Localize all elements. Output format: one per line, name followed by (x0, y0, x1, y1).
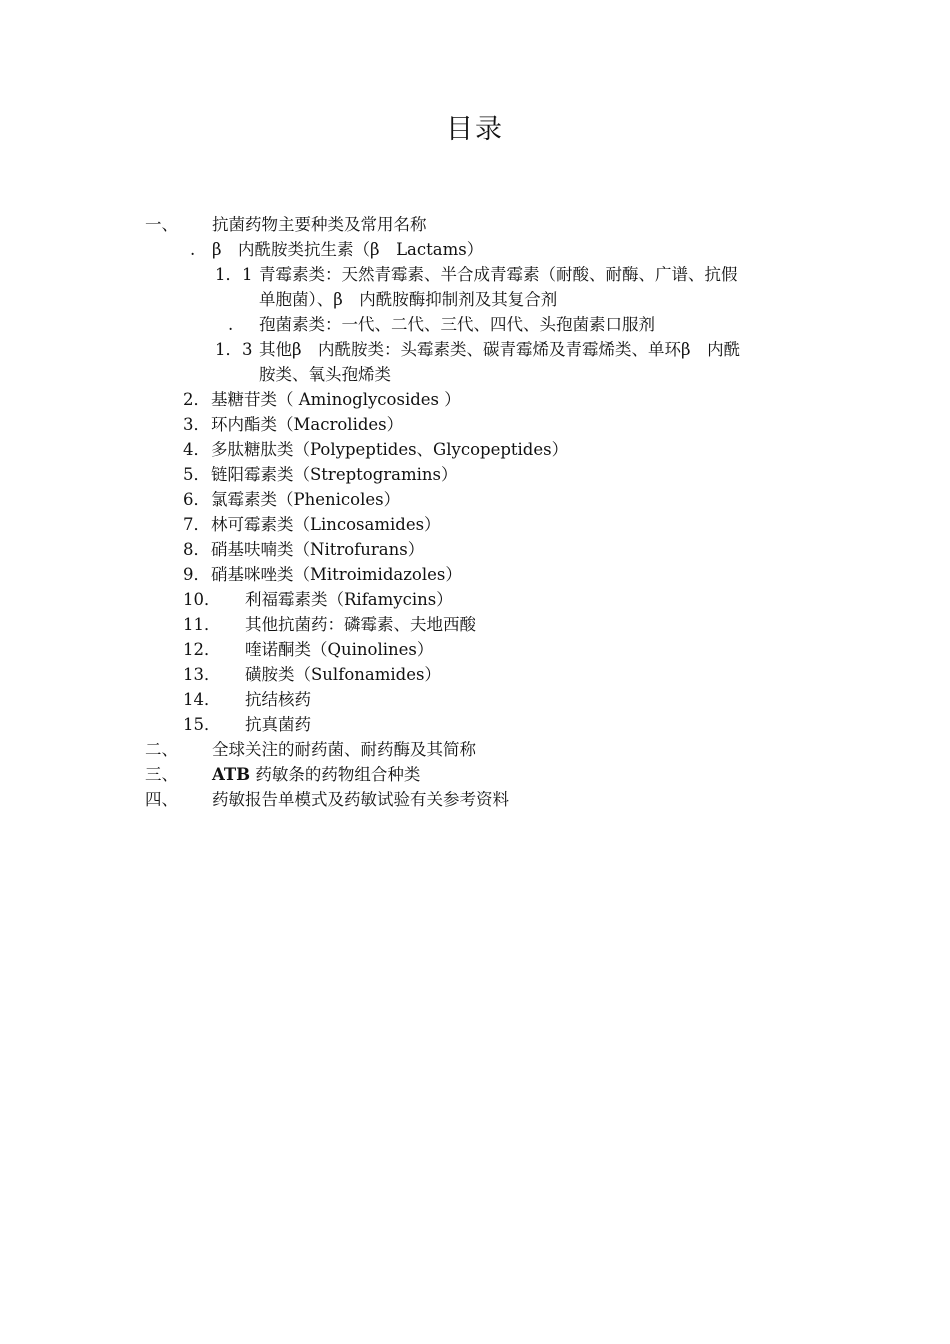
toc-entry-1-3-continued (259, 362, 391, 387)
toc-entry-section-2 (145, 737, 476, 762)
toc-entry-1-2 (228, 312, 655, 337)
toc-marker: 11． (183, 615, 221, 634)
toc-text-bold: ATB (212, 765, 251, 784)
toc-text: β 内酰胺类抗生素（β Lactams） (212, 240, 484, 259)
toc-marker: 2． (183, 390, 210, 409)
toc-text: 多肽糖肽类（Polypeptides、Glycopeptides） (211, 440, 569, 459)
toc-marker: 14． (183, 690, 221, 709)
toc-entry-4 (183, 437, 568, 462)
toc-entry-1 (190, 237, 483, 262)
toc-text: 链阳霉素类（Streptogramins） (211, 465, 458, 484)
toc-text: 抗结核药 (245, 690, 311, 709)
toc-entry-14 (183, 687, 311, 712)
toc-text: 硝基咪唑类（Mitroimidazoles） (211, 565, 462, 584)
toc-text: 环内酯类（Macrolides） (211, 415, 404, 434)
toc-entry-9 (183, 562, 462, 587)
toc-entry-3 (183, 412, 403, 437)
toc-text: 胺类、氧头孢烯类 (259, 365, 391, 384)
toc-marker: 二、 (145, 740, 178, 759)
toc-marker: 1．3 (215, 340, 253, 359)
toc-marker: 一、 (145, 215, 178, 234)
toc-text: 林可霉素类（Lincosamides） (211, 515, 441, 534)
toc-text: 单胞菌）、β 内酰胺酶抑制剂及其复合剂 (259, 290, 558, 309)
toc-marker: 9． (183, 565, 210, 584)
toc-text: 基糖苷类（ Aminoglycosides ） (211, 390, 461, 409)
toc-marker: 三、 (145, 765, 178, 784)
toc-text (212, 762, 420, 787)
toc-marker: 4． (183, 440, 210, 459)
toc-entry-13 (183, 662, 441, 687)
toc-text-rest: 药敏条的药物组合种类 (250, 765, 421, 784)
toc-marker: 15． (183, 715, 221, 734)
toc-entry-section-1 (145, 212, 427, 237)
toc-text: 磺胺类（Sulfonamides） (245, 665, 441, 684)
toc-marker: 四、 (145, 790, 178, 809)
toc-text: 全球关注的耐药菌、耐药酶及其简称 (212, 740, 476, 759)
toc-entry-1-1-continued (259, 287, 557, 312)
toc-text: 其他β 内酰胺类：头霉素类、碳青霉烯及青霉烯类、单环β 内酰 (259, 340, 741, 359)
toc-entry-15 (183, 712, 311, 737)
toc-text: 药敏报告单模式及药敏试验有关参考资料 (212, 790, 509, 809)
toc-entry-10 (183, 587, 453, 612)
toc-entry-section-3 (145, 762, 420, 787)
toc-marker: 12． (183, 640, 221, 659)
toc-marker: 3． (183, 415, 210, 434)
toc-entry-2 (183, 387, 461, 412)
toc-entry-5 (183, 462, 458, 487)
toc-entry-1-1 (215, 262, 738, 287)
toc-entry-6 (183, 487, 400, 512)
toc-entry-12 (183, 637, 433, 662)
toc-marker: . (228, 315, 234, 334)
toc-entry-7 (183, 512, 441, 537)
toc-text: 其他抗菌药：磷霉素、夫地西酸 (245, 615, 476, 634)
toc-entry-1-3 (215, 337, 740, 362)
toc-entry-section-4 (145, 787, 509, 812)
toc-text: 氯霉素类（Phenicoles） (211, 490, 401, 509)
toc-marker: 13． (183, 665, 221, 684)
toc-text: 孢菌素类：一代、二代、三代、四代、头孢菌素口服剂 (259, 315, 655, 334)
toc-marker: 1．1 (215, 265, 253, 284)
toc-marker: 7． (183, 515, 210, 534)
toc-text: 利福霉素类（Rifamycins） (245, 590, 453, 609)
toc-text: 青霉素类：天然青霉素、半合成青霉素（耐酸、耐酶、广谱、抗假 (259, 265, 738, 284)
toc-marker: 10． (183, 590, 221, 609)
toc-marker: . (190, 240, 196, 259)
toc-text: 喹诺酮类（Quinolines） (245, 640, 434, 659)
toc-entry-8 (183, 537, 424, 562)
toc-text: 抗菌药物主要种类及常用名称 (212, 215, 427, 234)
page-title: 目录 (446, 114, 504, 145)
toc-marker: 6． (183, 490, 210, 509)
toc-marker: 5． (183, 465, 210, 484)
toc-marker: 8． (183, 540, 210, 559)
toc-entry-11 (183, 612, 476, 637)
toc-text: 硝基呋喃类（Nitrofurans） (211, 540, 425, 559)
toc-text: 抗真菌药 (245, 715, 311, 734)
